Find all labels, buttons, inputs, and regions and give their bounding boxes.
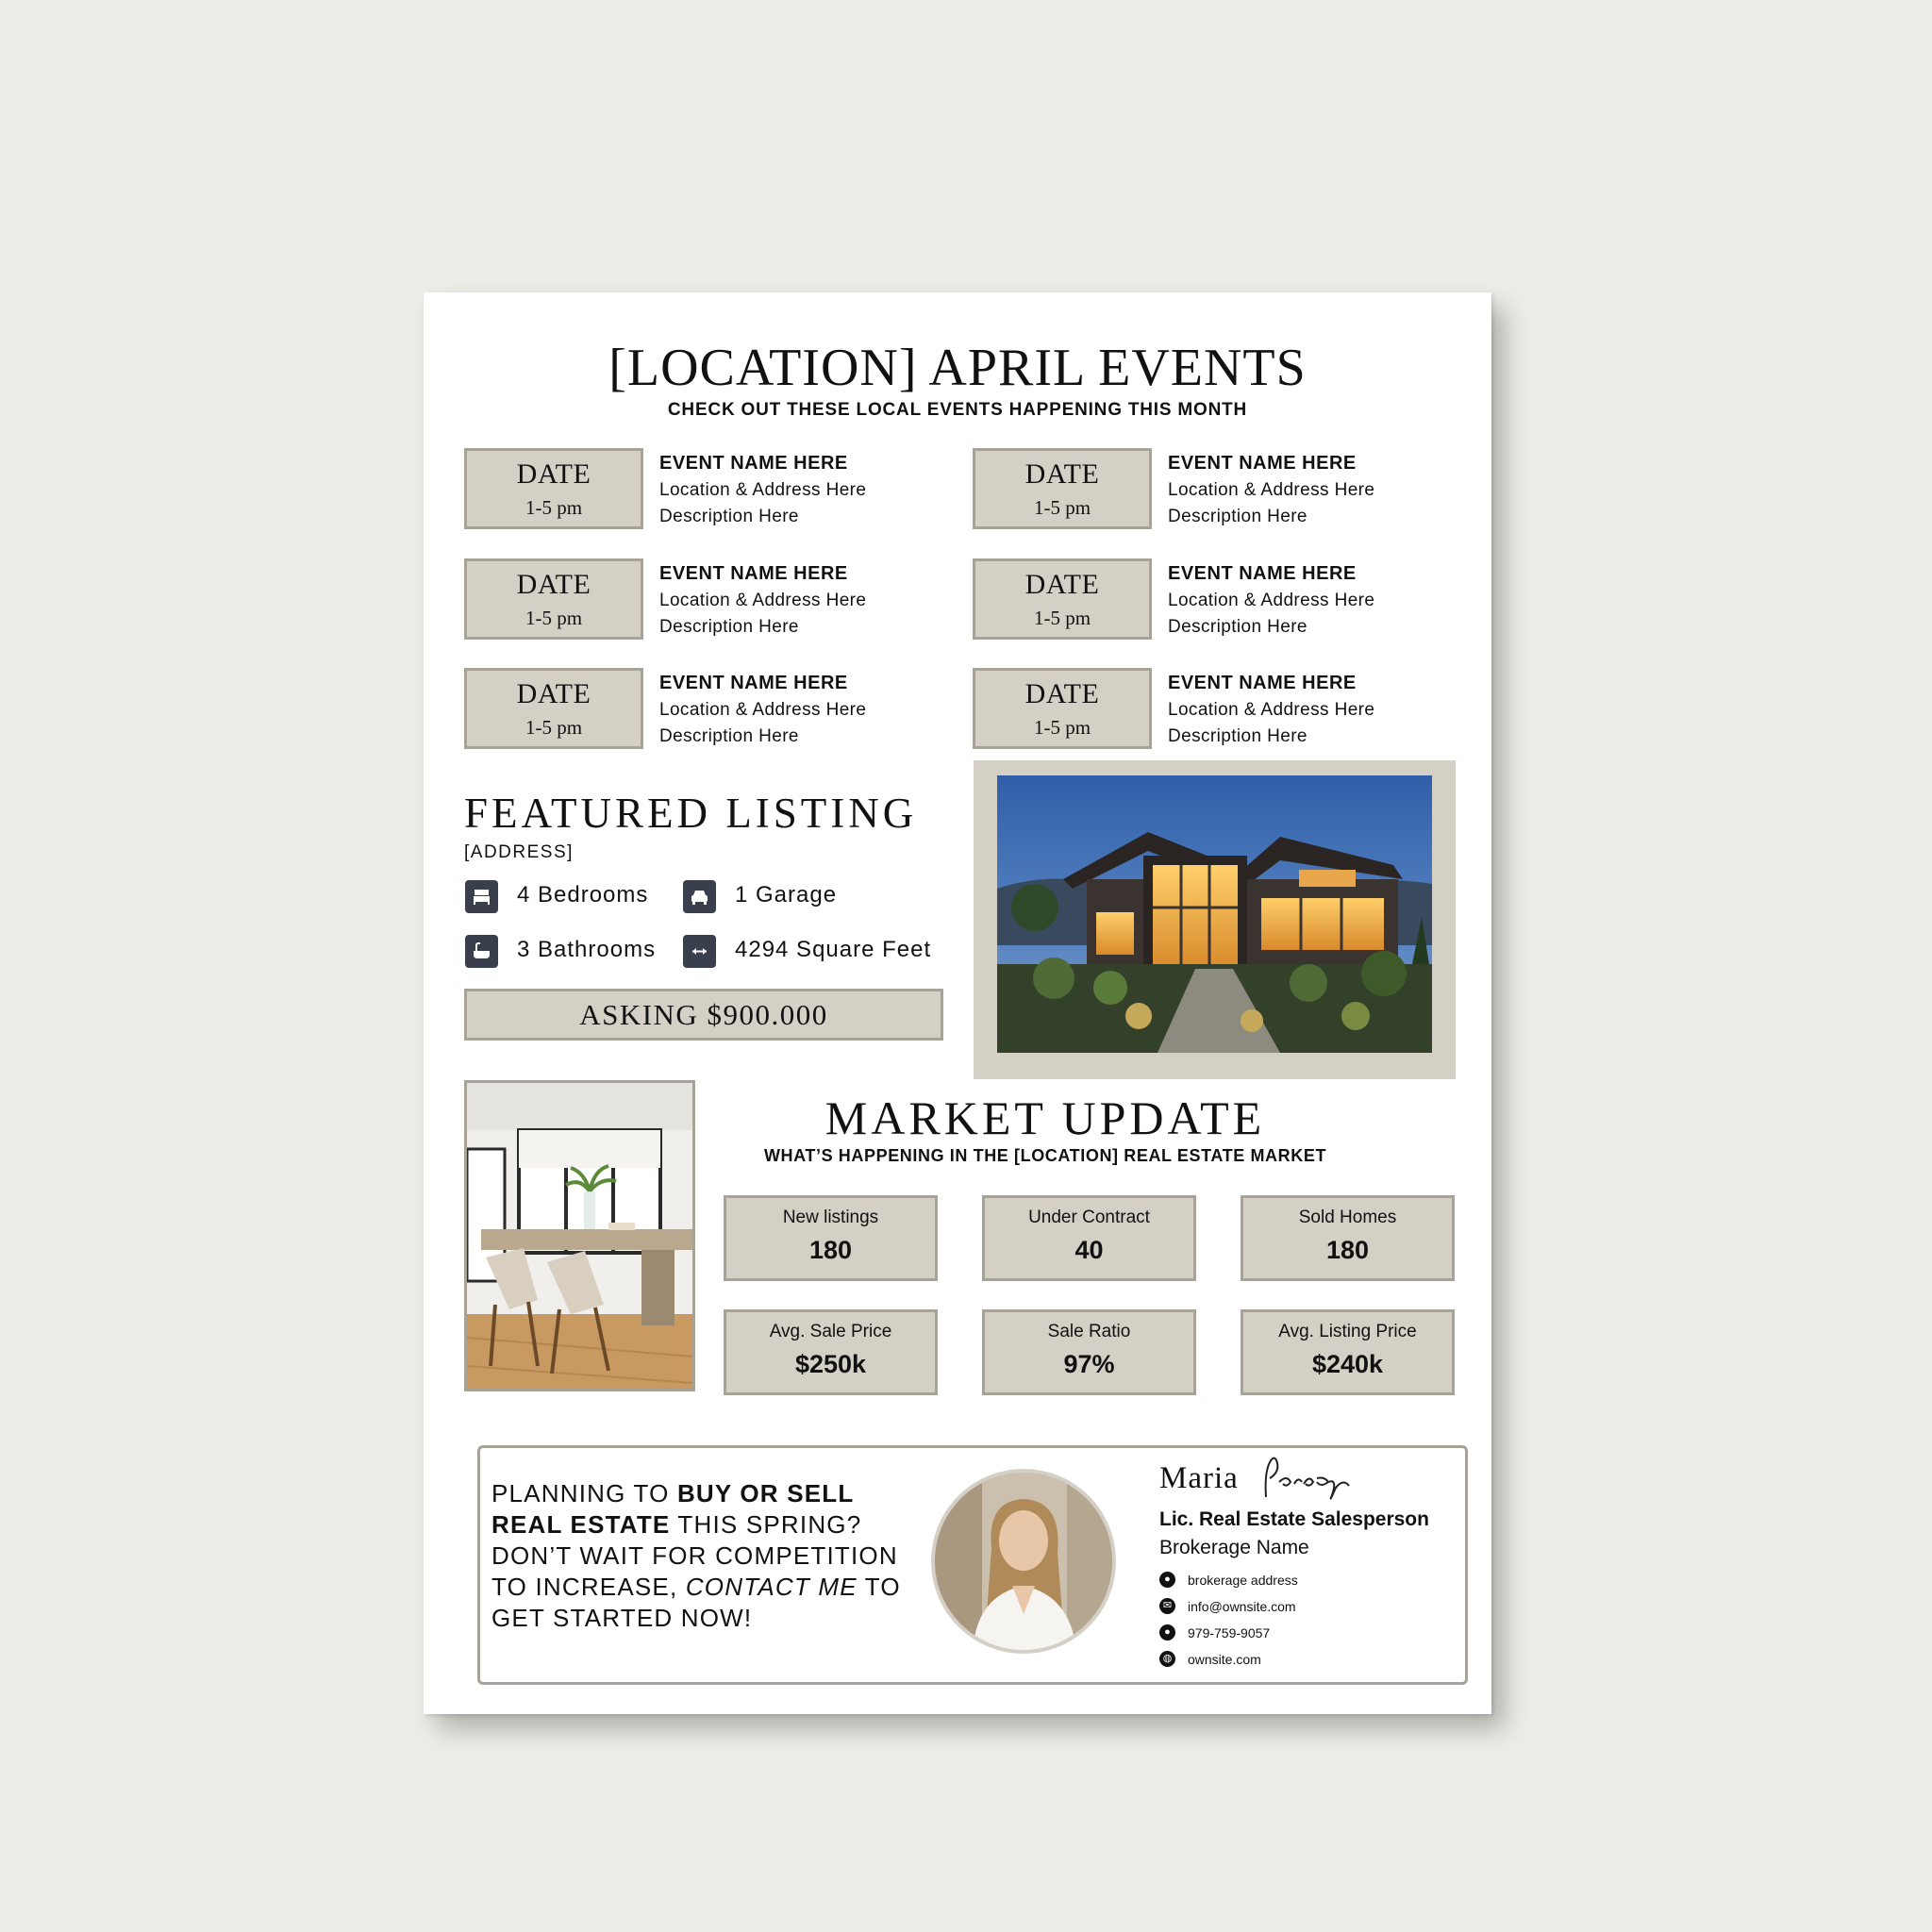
event-time: 1-5 pm [525, 716, 583, 739]
event-location: Location & Address Here [659, 480, 867, 500]
bed-icon [465, 880, 498, 913]
featured-house-photo [997, 775, 1432, 1053]
contact-website-text[interactable]: ownsite.com [1188, 1651, 1261, 1667]
contact-phone-text[interactable]: 979-759-9057 [1188, 1624, 1271, 1641]
event-location: Location & Address Here [659, 700, 867, 720]
event-location: Location & Address Here [1168, 591, 1375, 610]
event-date: DATE [516, 678, 591, 709]
event-info [1168, 673, 1451, 747]
agent-portrait [931, 1469, 1116, 1654]
event-info [659, 563, 942, 638]
event-time: 1-5 pm [1033, 496, 1091, 519]
stat-label: New listings [782, 1208, 879, 1227]
car-icon [683, 880, 716, 913]
spec-bathrooms: 3 Bathrooms [517, 937, 657, 962]
stat-new-listings [724, 1195, 938, 1281]
market-update-title: MARKET UPDATE [824, 1091, 1266, 1144]
stat-label: Avg. Listing Price [1278, 1322, 1417, 1341]
event-time: 1-5 pm [1033, 607, 1091, 629]
agent-first-name: Maria [1159, 1461, 1239, 1495]
stat-sale-ratio [982, 1309, 1196, 1395]
phone-icon: ● [1159, 1624, 1175, 1641]
event-location: Location & Address Here [659, 591, 867, 610]
agent-signature [1258, 1450, 1372, 1508]
cta-emphasis: BUY OR SELL [676, 1479, 855, 1507]
event-location: Location & Address Here [1168, 480, 1375, 500]
event-description: Description Here [1168, 726, 1307, 746]
contact-email[interactable] [1159, 1598, 1296, 1614]
event-location: Location & Address Here [1168, 700, 1375, 720]
cta-text: THIS SPRING? [670, 1510, 862, 1539]
cta-text: DON’T WAIT FOR COMPETITION [491, 1541, 898, 1570]
event-description: Description Here [1168, 617, 1307, 637]
agent-license: Lic. Real Estate Salesperson [1159, 1508, 1429, 1530]
stat-sold-homes [1241, 1195, 1455, 1281]
stat-value: $250k [794, 1350, 867, 1378]
event-date: DATE [1024, 458, 1100, 490]
call-to-action [491, 1478, 925, 1634]
stat-label: Under Contract [1028, 1208, 1150, 1227]
market-update-subtitle: WHAT’S HAPPENING IN THE [LOCATION] REAL ESTATE MARKET [763, 1146, 1327, 1165]
spec-bedrooms: 4 Bedrooms [517, 882, 649, 908]
event-name: EVENT NAME HERE [1168, 563, 1357, 584]
event-date-box [464, 558, 643, 640]
event-description: Description Here [659, 617, 799, 637]
featured-listing-title: FEATURED LISTING [464, 790, 918, 837]
stat-label: Sale Ratio [1047, 1322, 1131, 1341]
cta-text: TO [857, 1573, 901, 1601]
featured-house-photo-frame [974, 760, 1456, 1079]
event-date: DATE [1024, 678, 1100, 709]
cta-text: GET STARTED NOW! [491, 1604, 753, 1632]
stat-value: 180 [1325, 1236, 1370, 1264]
event-time: 1-5 pm [1033, 716, 1091, 739]
flyer-page [424, 292, 1491, 1714]
event-info [659, 673, 942, 747]
event-info [1168, 563, 1451, 638]
stat-value: 97% [1063, 1350, 1115, 1378]
event-date: DATE [516, 458, 591, 490]
event-date-box [464, 668, 643, 749]
event-date: DATE [516, 569, 591, 600]
spec-garage: 1 Garage [735, 882, 838, 908]
spec-square-feet: 4294 Square Feet [735, 937, 932, 962]
stat-under-contract [982, 1195, 1196, 1281]
contact-address-text: brokerage address [1188, 1572, 1298, 1588]
event-time: 1-5 pm [525, 496, 583, 519]
event-name: EVENT NAME HERE [1168, 453, 1357, 474]
cta-italic: CONTACT ME [685, 1573, 858, 1601]
mail-icon: ✉ [1159, 1598, 1175, 1614]
event-info [659, 453, 942, 527]
event-name: EVENT NAME HERE [659, 673, 848, 693]
event-info [1168, 453, 1451, 527]
bathtub-icon [465, 935, 498, 968]
stat-value: 180 [808, 1236, 853, 1264]
cta-emphasis: REAL ESTATE [491, 1510, 671, 1539]
event-name: EVENT NAME HERE [1168, 673, 1357, 693]
contact-address [1159, 1572, 1298, 1588]
featured-address: [ADDRESS] [464, 842, 574, 862]
event-date-box [973, 448, 1152, 529]
event-date: DATE [1024, 569, 1100, 600]
asking-price: ASKING $900.000 [464, 989, 943, 1041]
stat-label: Sold Homes [1298, 1208, 1397, 1227]
event-name: EVENT NAME HERE [659, 453, 848, 474]
contact-website[interactable] [1159, 1651, 1261, 1667]
cta-text: TO INCREASE, [491, 1573, 686, 1601]
stat-value: 40 [1074, 1236, 1104, 1264]
cta-text: PLANNING TO [491, 1479, 677, 1507]
location-pin-icon: ● [1159, 1572, 1175, 1588]
event-name: EVENT NAME HERE [659, 563, 848, 584]
stat-avg-sale-price [724, 1309, 938, 1395]
globe-icon: ◍ [1159, 1651, 1175, 1667]
stat-label: Avg. Sale Price [769, 1322, 892, 1341]
stat-avg-listing-price [1241, 1309, 1455, 1395]
agent-contact-card [477, 1445, 1468, 1685]
event-date-box [973, 668, 1152, 749]
agent-brokerage: Brokerage Name [1159, 1537, 1309, 1558]
event-description: Description Here [1168, 507, 1307, 526]
event-date-box [973, 558, 1152, 640]
event-description: Description Here [659, 726, 799, 746]
event-date-box [464, 448, 643, 529]
contact-email-text[interactable]: info@ownsite.com [1188, 1598, 1296, 1614]
page-subtitle: CHECK OUT THESE LOCAL EVENTS HAPPENING THIS MONTH [667, 400, 1248, 420]
event-time: 1-5 pm [525, 607, 583, 629]
contact-phone[interactable] [1159, 1624, 1270, 1641]
page-title: [LOCATION] APRIL EVENTS [608, 339, 1307, 397]
resize-arrows-icon [683, 935, 716, 968]
stat-value: $240k [1311, 1350, 1384, 1378]
event-description: Description Here [659, 507, 799, 526]
